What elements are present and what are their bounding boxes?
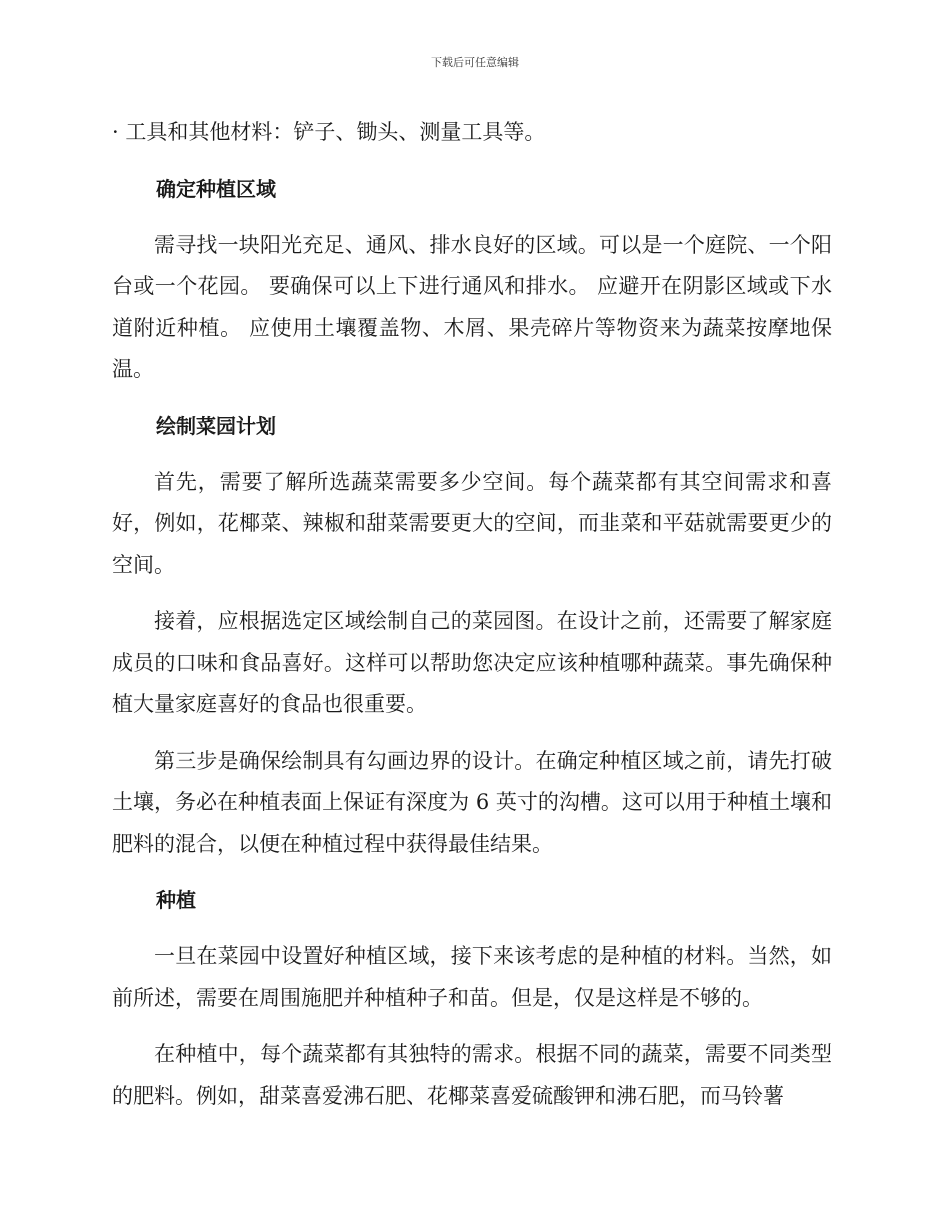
paragraph: 第三步是确保绘制具有勾画边界的设计。在确定种植区域之前，请先打破土壤，务必在种植表面上保证有深度为 6 英寸的沟槽。这可以用于种植土壤和肥料的混合，以便在种植过程中获得最佳结果。 (112, 748, 832, 856)
document-body (112, 112, 832, 1132)
heading-planting: 种植 (156, 888, 196, 912)
paragraph: 在种植中，每个蔬菜都有其独特的需求。根据不同的蔬菜，需要不同类型的肥料。例如，甜菜喜爱沸石肥、花椰菜喜爱硫酸钾和沸石肥，而马铃薯 (112, 1042, 832, 1108)
paragraph: 一旦在菜园中设置好种植区域，接下来该考虑的是种植的材料。当然，如前所述，需要在周围施肥并种植种子和苗。但是，仅是这样是不够的。 (112, 944, 832, 1010)
paragraph: 需寻找一块阳光充足、通风、排水良好的区域。可以是一个庭院、一个阳台或一个花园。 要确保可以上下进行通风和排水。 应避开在阴影区域或下水道附近种植。 应使用土壤覆盖物、木屑、果壳碎片等物资来为蔬菜按摩地保温。 (112, 232, 832, 381)
bullet-tools: · 工具和其他材料：铲子、锄头、测量工具等。 (112, 120, 546, 144)
paragraph: 首先，需要了解所选蔬菜需要多少空间。每个蔬菜都有其空间需求和喜好，例如，花椰菜、辣椒和甜菜需要更大的空间，而韭菜和平菇就需要更少的空间。 (112, 469, 832, 577)
heading-planting-area: 确定种植区域 (156, 176, 276, 201)
heading-garden-plan: 绘制菜园计划 (156, 413, 276, 438)
page-header: 下载后可任意编辑 (431, 56, 519, 69)
paragraph: 接着，应根据选定区域绘制自己的菜园图。在设计之前，还需要了解家庭成员的口味和食品喜好。这样可以帮助您决定应该种植哪种蔬菜。事先确保种植大量家庭喜好的食品也很重要。 (112, 609, 832, 716)
